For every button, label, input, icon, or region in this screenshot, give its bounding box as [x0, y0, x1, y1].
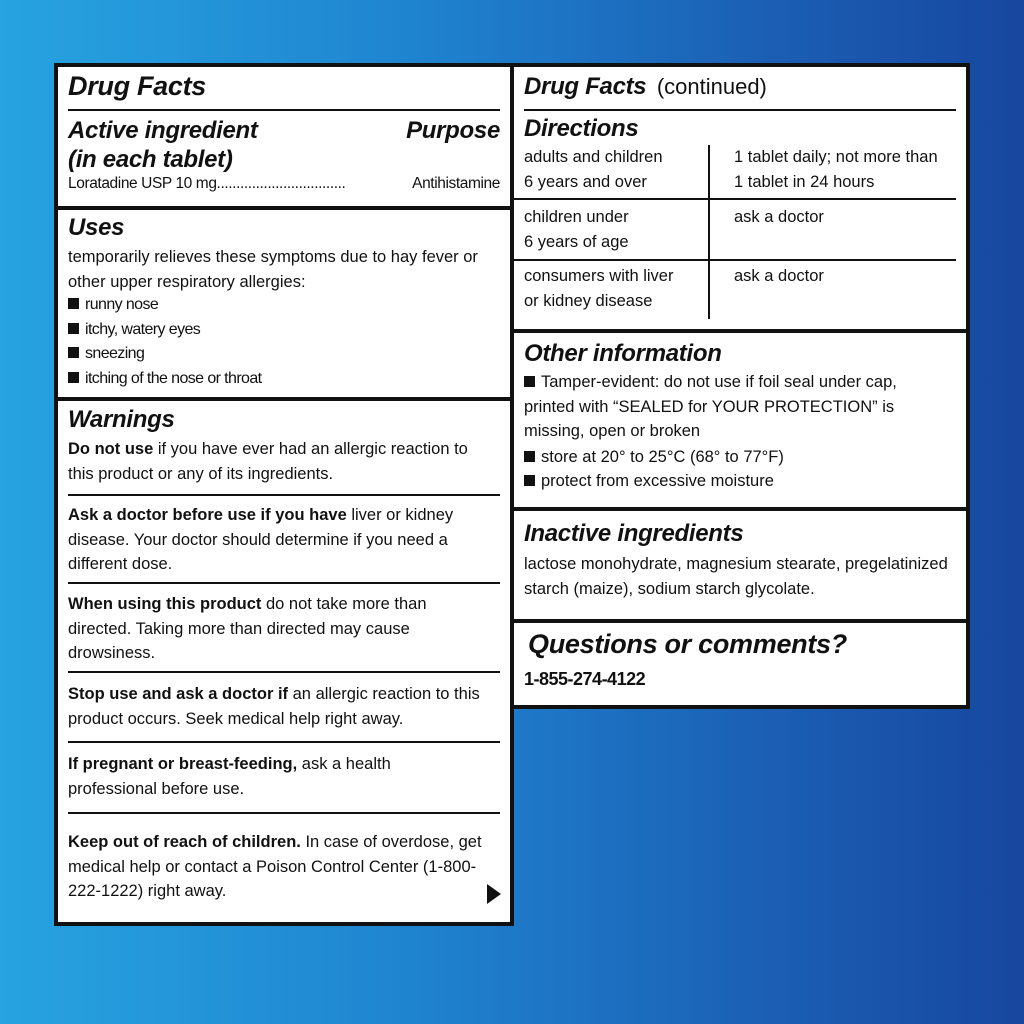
inactive-ingredients-text: lactose monohydrate, magnesium stearate, pregelatinized starch (maize), sodium starch glycolate.	[524, 555, 948, 598]
table-cell: 1 tablet daily; not more than 1 tablet in 24 hours	[734, 148, 938, 191]
questions-heading: Questions or comments?	[528, 629, 847, 659]
bullet-square-icon	[68, 372, 79, 383]
warning-keep-out: Keep out of reach of children. In case of overdose, get medical help or contact a Poison Control Center (1-800-222-1222) right away.	[68, 833, 482, 900]
title-rule	[524, 109, 956, 111]
active-ingredient-heading-line1: Active ingredient	[68, 117, 258, 144]
bullet-square-icon	[68, 347, 79, 358]
title-rule	[68, 109, 500, 111]
drug-facts-panel-right	[510, 63, 970, 709]
section-divider	[514, 329, 966, 333]
questions-phone: 1-855-274-4122	[524, 669, 646, 689]
table-rule	[514, 259, 956, 261]
list-item: runny nose	[68, 293, 262, 318]
table-cell: ask a doctor	[734, 208, 824, 226]
active-ingredient-heading	[68, 116, 258, 174]
bullet-square-icon	[524, 451, 535, 462]
section-divider	[58, 397, 510, 401]
active-ingredient-value: Loratadine USP 10 mg.................................	[68, 175, 346, 192]
inactive-ingredients-heading: Inactive ingredients	[524, 520, 744, 547]
drug-facts-title: Drug Facts	[524, 73, 647, 100]
other-information-item: protect from excessive moisture	[524, 469, 774, 494]
warning-rule	[68, 494, 500, 496]
other-information-item: Tamper-evident: do not use if foil seal under cap, printed with “SEALED for YOUR PROTECTION” is missing, open or broken	[524, 373, 897, 440]
bullet-square-icon	[524, 376, 535, 387]
section-divider	[514, 507, 966, 511]
section-divider	[514, 619, 966, 623]
directions-heading: Directions	[524, 115, 639, 142]
other-information-heading: Other information	[524, 340, 722, 367]
warning-rule	[68, 582, 500, 584]
table-rule	[514, 198, 956, 200]
active-ingredient-row	[68, 175, 500, 193]
table-row: adults and children 6 years and over	[524, 148, 663, 191]
drug-facts-title: Drug Facts	[68, 71, 207, 101]
bullet-square-icon	[524, 475, 535, 486]
warning-ask-doctor: Ask a doctor before use if you have liver or kidney disease. Your doctor should determine if you need a different dose.	[68, 506, 454, 573]
continued-title	[524, 73, 767, 101]
bullet-square-icon	[68, 323, 79, 334]
warning-do-not-use: Do not use if you have ever had an allergic reaction to this product or any of its ingredients.	[68, 440, 468, 483]
play-triangle-icon	[486, 883, 502, 905]
purpose-value: Antihistamine	[412, 175, 500, 192]
list-item: sneezing	[68, 342, 262, 367]
other-information-item: store at 20° to 25°C (68° to 77°F)	[524, 445, 784, 470]
warning-rule	[68, 812, 500, 814]
table-row: children under 6 years of age	[524, 208, 629, 251]
table-cell: ask a doctor	[734, 267, 824, 285]
continued-label: (continued)	[656, 74, 767, 99]
warning-pregnant: If pregnant or breast-feeding, ask a health professional before use.	[68, 755, 391, 798]
bullet-square-icon	[68, 298, 79, 309]
warning-stop-use: Stop use and ask a doctor if an allergic reaction to this product occurs. Seek medical help right away.	[68, 685, 480, 728]
warning-rule	[68, 671, 500, 673]
section-divider	[58, 206, 510, 210]
purpose-heading: Purpose	[406, 117, 500, 144]
uses-intro: temporarily relieves these symptoms due to hay fever or other upper respiratory allergies:	[68, 248, 478, 291]
drug-facts-panel-left	[54, 63, 514, 926]
warning-when-using: When using this product do not take more than directed. Taking more than directed may cause drowsiness.	[68, 595, 427, 662]
uses-list	[68, 293, 262, 391]
directions-column-divider	[708, 145, 710, 319]
warning-rule	[68, 741, 500, 743]
table-row: consumers with liver or kidney disease	[524, 267, 674, 310]
list-item: itching of the nose or throat	[68, 367, 262, 392]
active-ingredient-heading-line2: (in each tablet)	[68, 146, 233, 173]
warnings-heading: Warnings	[68, 406, 175, 433]
list-item: itchy, watery eyes	[68, 318, 262, 343]
uses-heading: Uses	[68, 214, 125, 241]
